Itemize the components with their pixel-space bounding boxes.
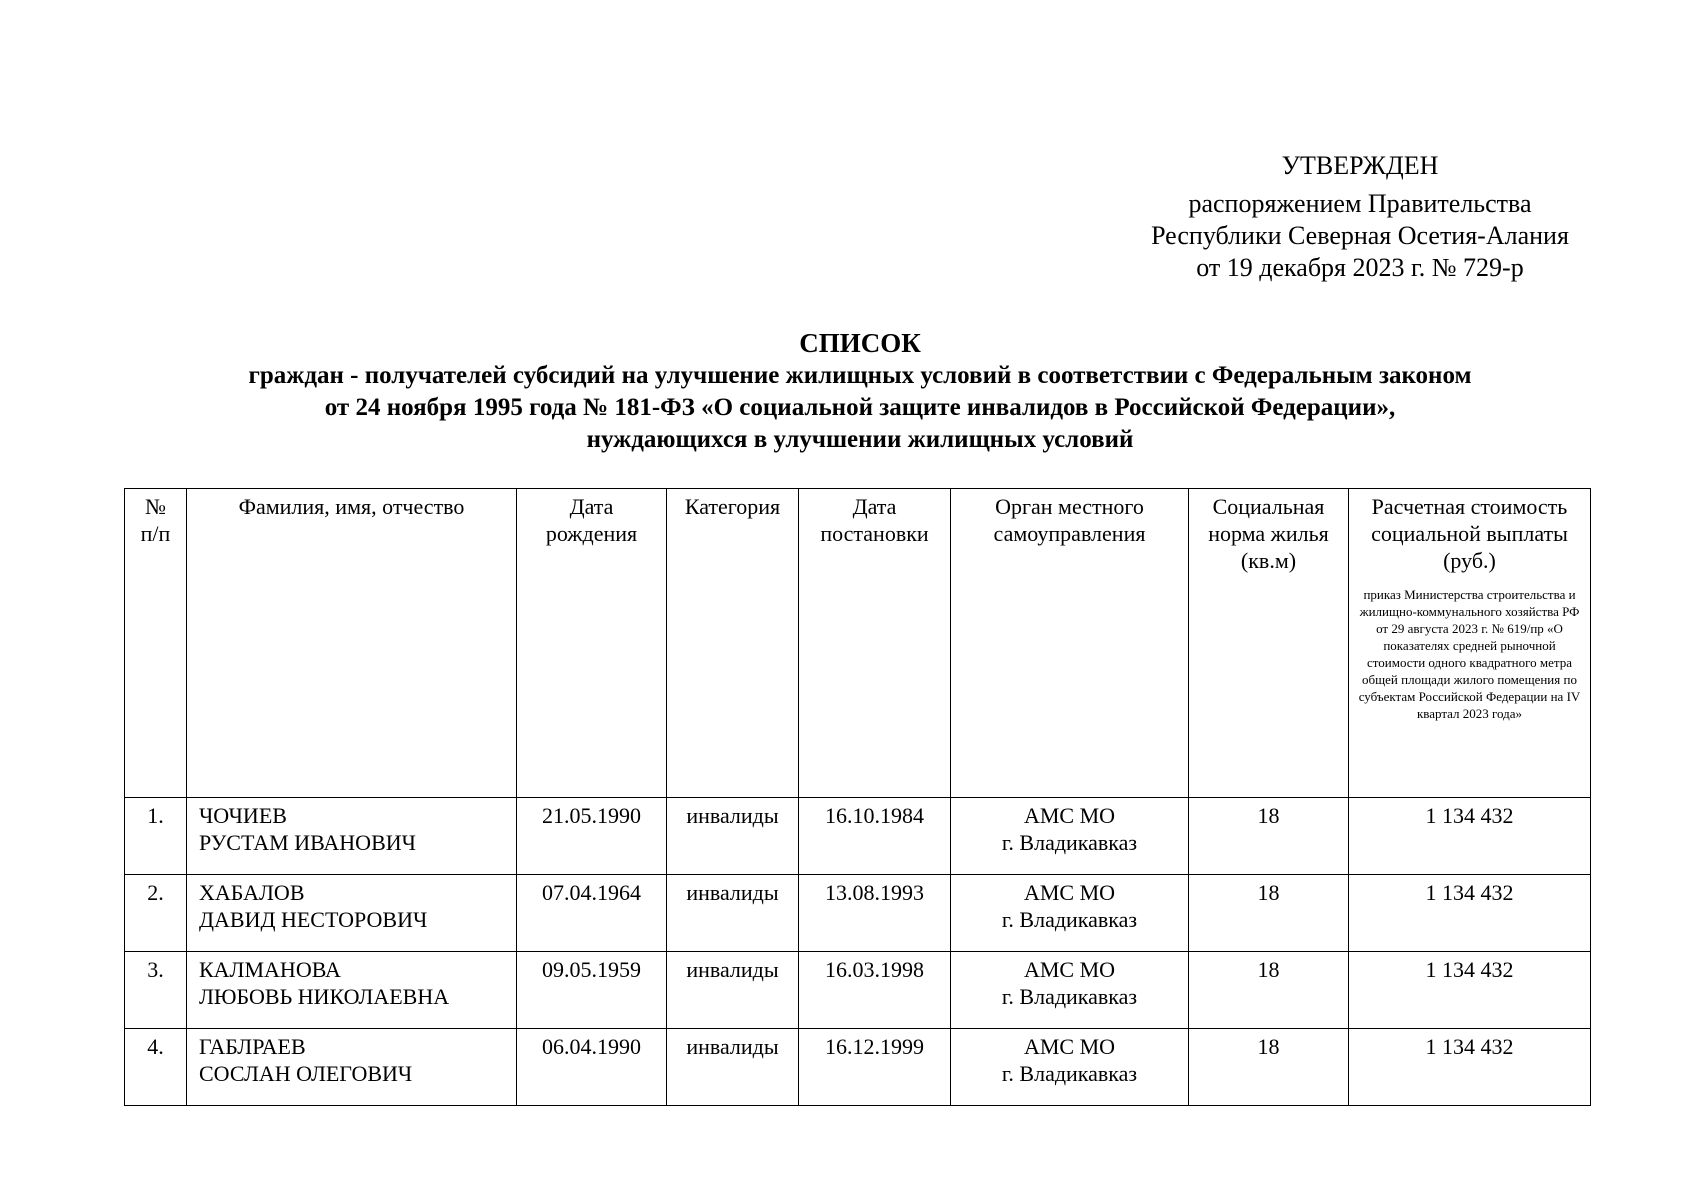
row-gov-line1: АМС МО [1023, 880, 1116, 905]
title-main: СПИСОК [799, 328, 921, 358]
row-gov-line1: АМС МО [1023, 1034, 1116, 1059]
row-given-names: РУСТАМ ИВАНОВИЧ [199, 830, 416, 855]
row-surname: КАЛМАНОВА [199, 957, 341, 982]
row-name [187, 1029, 517, 1106]
row-gov-line1: АМС МО [1023, 957, 1116, 982]
header-num-line2: п/п [140, 521, 171, 546]
row-reg-date: 16.03.1998 [799, 952, 951, 1029]
row-norm: 18 [1189, 1029, 1349, 1106]
header-cost-line2: социальной выплаты [1371, 521, 1568, 546]
header-cost-note: приказ Министерства строительства и жилищно-коммунального хозяйства РФ от 29 августа 2023 г. № 619/пр «О показателях средней рыночной стоимости одного квадратного метра общей площади жилого помещения по субъектам Российской Федерации на IV квартал 2023 года» [1358, 587, 1581, 721]
header-num [125, 489, 187, 798]
row-num: 1. [125, 798, 187, 875]
row-gov-line1: АМС МО [1023, 803, 1116, 828]
table-row [125, 1029, 1591, 1106]
row-norm: 18 [1189, 798, 1349, 875]
row-category: инвалиды [667, 952, 799, 1029]
row-gov [951, 798, 1189, 875]
row-gov-line2: г. Владикавказ [1001, 984, 1138, 1009]
row-gov [951, 952, 1189, 1029]
header-norm-line1: Социальная [1212, 494, 1325, 519]
row-name [187, 798, 517, 875]
title-line-1: граждан - получателей субсидий на улучшение жилищных условий в соответствии с Федеральным законом [248, 362, 1472, 389]
row-num: 3. [125, 952, 187, 1029]
row-given-names: ДАВИД НЕСТОРОВИЧ [199, 907, 428, 932]
row-dob: 09.05.1959 [517, 952, 667, 1029]
header-cost-line3: (руб.) [1443, 548, 1496, 573]
row-gov [951, 1029, 1189, 1106]
header-cost-line1: Расчетная стоимость [1371, 494, 1568, 519]
row-name [187, 952, 517, 1029]
row-surname: ГАБЛРАЕВ [199, 1034, 306, 1059]
header-category: Категория [667, 489, 799, 798]
row-given-names: СОСЛАН ОЛЕГОВИЧ [199, 1061, 413, 1086]
row-gov-line2: г. Владикавказ [1001, 1061, 1138, 1086]
row-gov [951, 875, 1189, 952]
row-category: инвалиды [667, 798, 799, 875]
table-row [125, 952, 1591, 1029]
recipients-table [124, 488, 1591, 1106]
header-reg-line2: постановки [820, 521, 929, 546]
header-dob-line1: Дата [569, 494, 614, 519]
row-norm: 18 [1189, 875, 1349, 952]
header-cost [1349, 489, 1591, 798]
header-norm [1189, 489, 1349, 798]
header-norm-line2: норма жилья [1208, 521, 1329, 546]
row-given-names: ЛЮБОВЬ НИКОЛАЕВНА [199, 984, 450, 1009]
row-category: инвалиды [667, 875, 799, 952]
row-reg-date: 13.08.1993 [799, 875, 951, 952]
row-surname: ХАБАЛОВ [199, 880, 305, 905]
row-reg-date: 16.12.1999 [799, 1029, 951, 1106]
approval-stamp [1080, 150, 1640, 284]
approval-line-2: Республики Северная Осетия-Алания [1151, 221, 1569, 250]
table-header-row [125, 489, 1591, 798]
row-name [187, 875, 517, 952]
title-line-2: от 24 ноября 1995 года № 181-ФЗ «О социальной защите инвалидов в Российской Федерации», [324, 394, 1396, 421]
header-reg-line1: Дата [852, 494, 897, 519]
row-cost: 1 134 432 [1349, 952, 1591, 1029]
row-gov-line2: г. Владикавказ [1001, 830, 1138, 855]
header-gov [951, 489, 1189, 798]
header-gov-line2: самоуправления [993, 521, 1146, 546]
row-cost: 1 134 432 [1349, 875, 1591, 952]
document-title [90, 326, 1630, 456]
row-dob: 21.05.1990 [517, 798, 667, 875]
row-dob: 07.04.1964 [517, 875, 667, 952]
row-reg-date: 16.10.1984 [799, 798, 951, 875]
approval-line-3: от 19 декабря 2023 г. № 729-р [1196, 253, 1524, 282]
header-name: Фамилия, имя, отчество [187, 489, 517, 798]
row-category: инвалиды [667, 1029, 799, 1106]
row-dob: 06.04.1990 [517, 1029, 667, 1106]
row-surname: ЧОЧИЕВ [199, 803, 287, 828]
table-row [125, 875, 1591, 952]
header-reg-date [799, 489, 951, 798]
row-num: 4. [125, 1029, 187, 1106]
row-gov-line2: г. Владикавказ [1001, 907, 1138, 932]
header-dob [517, 489, 667, 798]
header-dob-line2: рождения [545, 521, 638, 546]
header-num-line1: № [145, 494, 166, 519]
approval-line-1: распоряжением Правительства [1188, 189, 1532, 218]
row-cost: 1 134 432 [1349, 798, 1591, 875]
row-num: 2. [125, 875, 187, 952]
row-cost: 1 134 432 [1349, 1029, 1591, 1106]
table-row [125, 798, 1591, 875]
row-norm: 18 [1189, 952, 1349, 1029]
title-line-3: нуждающихся в улучшении жилищных условий [586, 426, 1134, 453]
header-norm-line3: (кв.м) [1240, 548, 1297, 573]
approval-heading: УТВЕРЖДЕН [1281, 151, 1439, 180]
header-gov-line1: Орган местного [995, 494, 1144, 519]
